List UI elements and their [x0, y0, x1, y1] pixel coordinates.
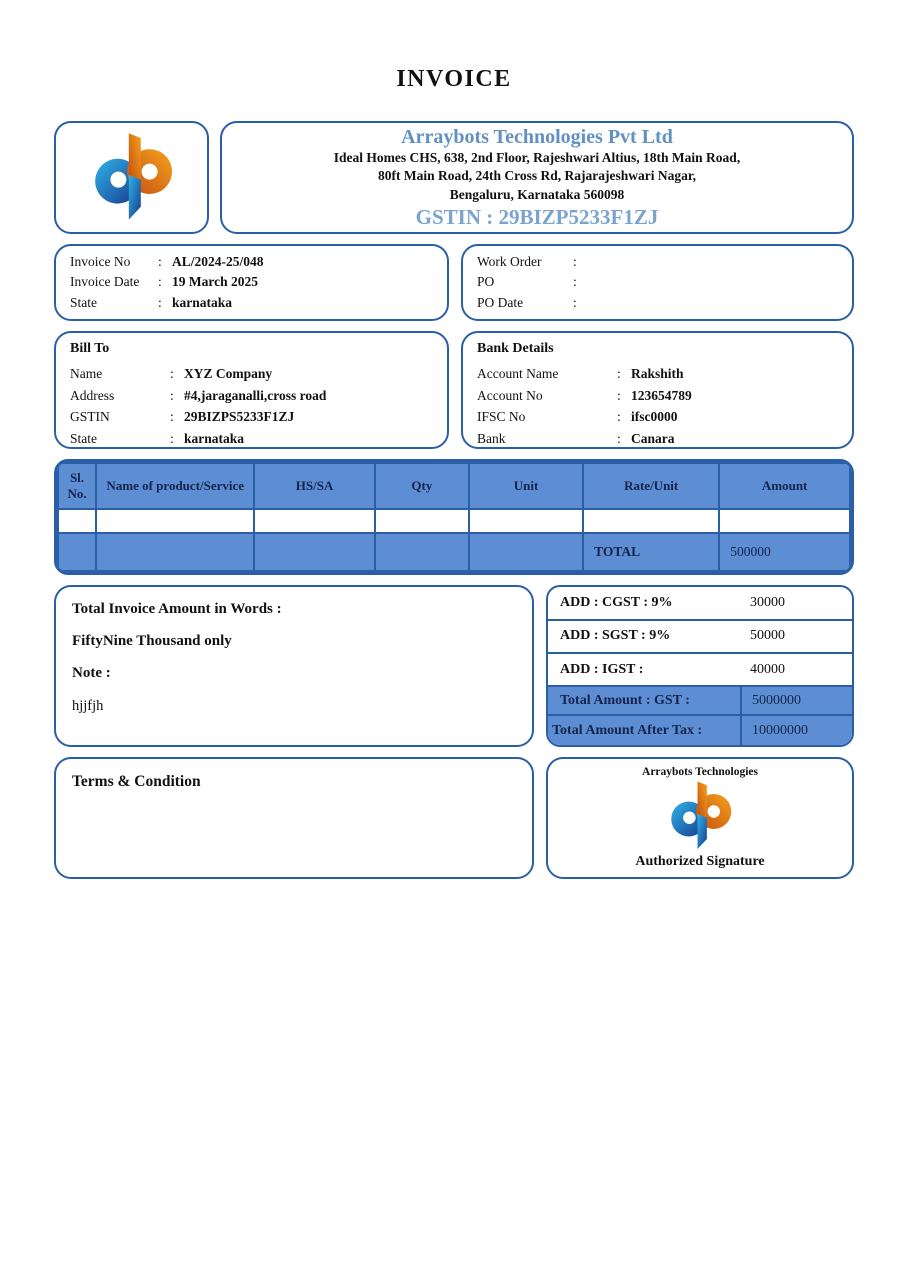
work-order-row	[477, 252, 838, 272]
invoice-state-value: karnataka	[172, 294, 233, 310]
arraybots-logo-icon	[661, 779, 739, 854]
item-cell	[375, 509, 469, 533]
colon: :	[617, 409, 621, 425]
bank-details-box	[461, 331, 854, 449]
po-label: PO	[477, 274, 495, 290]
items-header-row	[58, 463, 850, 510]
bank-details-heading: Bank Details	[477, 340, 554, 356]
ifsc-no-label: IFSC No	[477, 409, 526, 425]
igst-value: 40000	[750, 661, 785, 677]
sgst-value: 50000	[750, 628, 785, 644]
tax-summary-box	[546, 585, 854, 747]
party-row	[54, 331, 854, 449]
words-heading: Total Invoice Amount in Words :	[72, 601, 282, 618]
bill-address-value: #4,jaraganalli,cross road	[184, 387, 327, 403]
col-header-amount: Amount	[719, 463, 850, 510]
ifsc-no-value: ifsc0000	[631, 409, 678, 425]
bill-name-label: Name	[70, 365, 103, 381]
account-name-label: Account Name	[477, 365, 559, 381]
work-order-label: Work Order	[477, 254, 542, 269]
total-after-tax-label: Total Amount After Tax :	[552, 722, 703, 738]
summary-row	[54, 585, 854, 747]
po-row	[477, 272, 838, 292]
item-cell	[469, 509, 583, 533]
invoice-no-value: AL/2024-25/048	[172, 254, 264, 269]
colon: :	[170, 365, 174, 381]
total-after-tax-row	[548, 716, 852, 745]
invoice-document	[54, 66, 854, 889]
invoice-meta-box	[54, 244, 449, 321]
bill-address-label: Address	[70, 387, 115, 403]
po-date-row	[477, 293, 838, 313]
note-value: hjjfjh	[72, 698, 104, 715]
table-total-row	[58, 533, 850, 571]
company-address-line-3: Bengaluru, Karnataka 560098	[449, 186, 625, 202]
bill-gstin-label: GSTIN	[70, 409, 110, 425]
colon: :	[617, 365, 621, 381]
colon: :	[158, 254, 162, 269]
item-cell	[58, 509, 96, 533]
order-meta-box	[461, 244, 854, 321]
item-cell	[583, 509, 719, 533]
account-no-row	[477, 385, 838, 407]
items-table	[54, 459, 854, 576]
total-amount: 500000	[719, 533, 850, 571]
bill-state-value: karnataka	[184, 431, 245, 447]
cgst-value: 30000	[750, 594, 785, 610]
po-value	[587, 272, 838, 292]
account-name-row	[477, 363, 838, 385]
bill-gstin-row	[70, 406, 433, 428]
col-header-qty: Qty	[375, 463, 469, 510]
bill-address-row	[70, 385, 433, 407]
meta-row	[54, 244, 854, 321]
bank-name-label: Bank	[477, 431, 506, 447]
item-cell	[719, 509, 850, 533]
account-no-label: Account No	[477, 387, 543, 403]
account-no-value: 123654789	[631, 387, 692, 403]
total-label: TOTAL	[583, 533, 719, 571]
colon: :	[617, 431, 621, 447]
words-value: FiftyNine Thousand only	[72, 633, 232, 650]
company-header-box	[220, 121, 854, 234]
igst-label: ADD : IGST :	[560, 661, 644, 677]
colon: :	[573, 294, 577, 310]
signature-box	[546, 757, 854, 879]
bill-state-label: State	[70, 431, 97, 447]
authorized-signature-label: Authorized Signature	[635, 854, 765, 870]
amount-in-words-box	[54, 585, 534, 747]
page-title: INVOICE	[396, 66, 512, 92]
bank-name-value: Canara	[631, 431, 675, 447]
invoice-no-row	[70, 252, 433, 272]
item-row	[58, 509, 850, 533]
bill-to-heading: Bill To	[70, 340, 110, 356]
colon: :	[170, 387, 174, 403]
bill-to-box	[54, 331, 449, 449]
footer-row	[54, 757, 854, 879]
item-cell	[96, 509, 254, 533]
work-order-value	[587, 252, 838, 272]
note-heading: Note :	[72, 665, 111, 682]
igst-row	[548, 654, 852, 687]
ifsc-no-row	[477, 406, 838, 428]
po-date-label: PO Date	[477, 294, 524, 310]
total-after-tax-value: 10000000	[740, 716, 852, 745]
sgst-label: ADD : SGST : 9%	[560, 628, 671, 644]
col-header-sl-no: Sl. No.	[58, 463, 96, 510]
col-header-product: Name of product/Service	[96, 463, 254, 510]
bill-name-value: XYZ Company	[184, 365, 273, 381]
col-header-unit: Unit	[469, 463, 583, 510]
colon: :	[158, 274, 162, 290]
cgst-row	[548, 587, 852, 620]
col-header-rate-unit: Rate/Unit	[583, 463, 719, 510]
invoice-state-row	[70, 293, 433, 313]
logo-box	[54, 121, 209, 234]
bill-state-row	[70, 428, 433, 450]
cgst-label: ADD : CGST : 9%	[560, 594, 673, 610]
account-name-value: Rakshith	[631, 365, 684, 381]
invoice-no-label: Invoice No	[70, 254, 131, 269]
sgst-row	[548, 621, 852, 654]
colon: :	[170, 409, 174, 425]
signature-company-name: Arraybots Technologies	[642, 766, 758, 779]
po-date-value	[587, 293, 838, 313]
colon: :	[170, 431, 174, 447]
total-gst-value: 5000000	[740, 687, 852, 714]
invoice-date-row	[70, 272, 433, 292]
total-gst-row	[548, 687, 852, 716]
company-address-line-2: 80ft Main Road, 24th Cross Rd, Rajarajeshwari Nagar,	[378, 168, 696, 184]
col-header-hs-sa: HS/SA	[254, 463, 374, 510]
header-row	[54, 121, 854, 234]
invoice-date-label: Invoice Date	[70, 274, 140, 290]
colon: :	[573, 254, 577, 269]
colon: :	[158, 294, 162, 310]
terms-heading: Terms & Condition	[72, 773, 201, 791]
company-gstin: GSTIN : 29BIZP5233F1ZJ	[415, 205, 659, 230]
invoice-date-value: 19 March 2025	[172, 274, 258, 290]
colon: :	[573, 274, 577, 290]
colon: :	[617, 387, 621, 403]
terms-box	[54, 757, 534, 879]
company-address-line-1: Ideal Homes CHS, 638, 2nd Floor, Rajeshwari Altius, 18th Main Road,	[333, 149, 741, 165]
arraybots-logo-icon	[82, 130, 182, 226]
item-cell	[254, 509, 374, 533]
invoice-state-label: State	[70, 294, 97, 310]
bill-gstin-value: 29BIZPS5233F1ZJ	[184, 409, 295, 425]
bank-name-row	[477, 428, 838, 450]
company-name: Arraybots Technologies Pvt Ltd	[401, 125, 673, 148]
bill-name-row	[70, 363, 433, 385]
total-gst-label: Total Amount : GST :	[560, 692, 690, 708]
